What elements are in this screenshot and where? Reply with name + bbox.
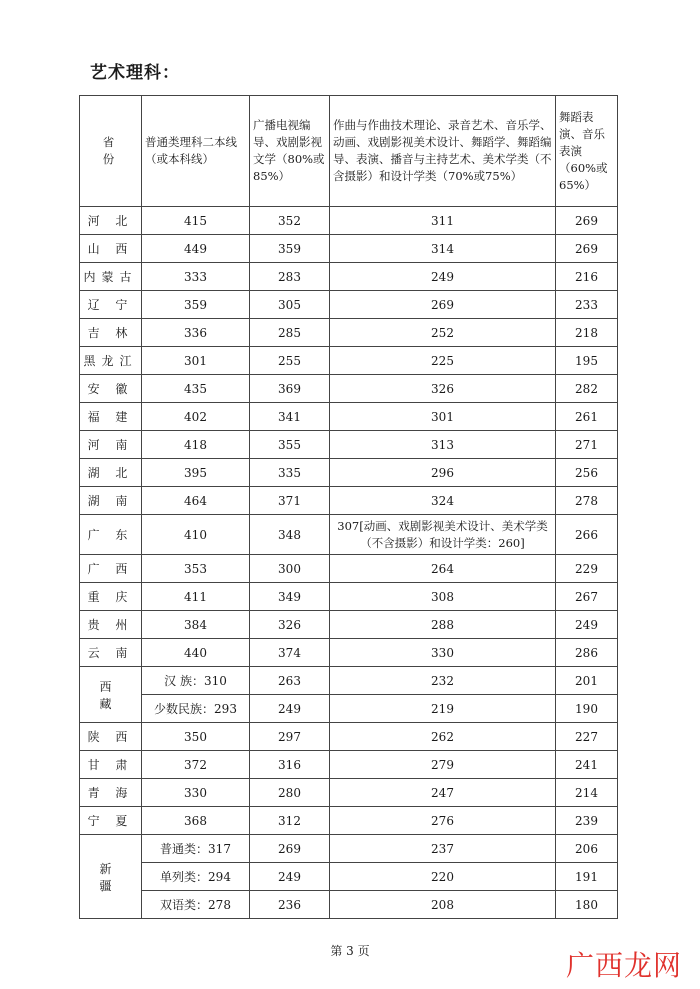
arts-majors-cell: 276 — [330, 807, 556, 835]
province-cell: 广 东 — [80, 515, 142, 555]
table-row — [80, 291, 618, 319]
dance-music-cell: 216 — [556, 263, 618, 291]
province-cell: 云 南 — [80, 639, 142, 667]
arts-majors-cell: 225 — [330, 347, 556, 375]
table-row — [80, 583, 618, 611]
province-cell: 湖 南 — [80, 487, 142, 515]
watermark-logo: 广西龙网 — [565, 949, 682, 982]
dance-music-cell: 256 — [556, 459, 618, 487]
arts-majors-cell: 296 — [330, 459, 556, 487]
header-province: 省 份 — [80, 96, 142, 207]
score-table — [79, 95, 618, 919]
province-cell: 河 南 — [80, 431, 142, 459]
arts-majors-cell: 208 — [330, 891, 556, 919]
page-number: 第 3 页 — [330, 944, 370, 958]
broadcast-cell: 369 — [250, 375, 330, 403]
broadcast-cell: 335 — [250, 459, 330, 487]
dance-music-cell: 190 — [556, 695, 618, 723]
table-row — [80, 431, 618, 459]
dance-music-cell: 180 — [556, 891, 618, 919]
table-row — [80, 891, 618, 919]
regular-line-cell: 395 — [142, 459, 250, 487]
header-regular-line: 普通类理科二本线（或本科线） — [142, 96, 250, 207]
table-row — [80, 555, 618, 583]
table-row — [80, 403, 618, 431]
province-cell: 辽 宁 — [80, 291, 142, 319]
regular-line-cell: 普通类：317 — [142, 835, 250, 863]
province-cell: 安 徽 — [80, 375, 142, 403]
broadcast-cell: 316 — [250, 751, 330, 779]
regular-line-cell: 336 — [142, 319, 250, 347]
table-header-row — [80, 96, 618, 207]
dance-music-cell: 249 — [556, 611, 618, 639]
broadcast-cell: 374 — [250, 639, 330, 667]
dance-music-cell: 229 — [556, 555, 618, 583]
regular-line-cell: 372 — [142, 751, 250, 779]
arts-majors-cell: 252 — [330, 319, 556, 347]
arts-majors-cell: 264 — [330, 555, 556, 583]
regular-line-cell: 333 — [142, 263, 250, 291]
table-row — [80, 347, 618, 375]
table-row — [80, 459, 618, 487]
arts-majors-cell: 232 — [330, 667, 556, 695]
regular-line-cell: 384 — [142, 611, 250, 639]
table-row — [80, 611, 618, 639]
table-row — [80, 207, 618, 235]
table-row — [80, 807, 618, 835]
dance-music-cell: 241 — [556, 751, 618, 779]
regular-line-cell: 402 — [142, 403, 250, 431]
table-row — [80, 723, 618, 751]
broadcast-cell: 236 — [250, 891, 330, 919]
regular-line-cell: 双语类：278 — [142, 891, 250, 919]
regular-line-cell: 411 — [142, 583, 250, 611]
broadcast-cell: 285 — [250, 319, 330, 347]
broadcast-cell: 359 — [250, 235, 330, 263]
arts-majors-cell: 247 — [330, 779, 556, 807]
arts-majors-cell: 269 — [330, 291, 556, 319]
arts-majors-cell: 301 — [330, 403, 556, 431]
arts-majors-cell: 219 — [330, 695, 556, 723]
table-row — [80, 375, 618, 403]
province-cell: 山 西 — [80, 235, 142, 263]
province-cell: 甘 肃 — [80, 751, 142, 779]
broadcast-cell: 249 — [250, 863, 330, 891]
arts-majors-cell: 279 — [330, 751, 556, 779]
province-cell: 福 建 — [80, 403, 142, 431]
broadcast-cell: 355 — [250, 431, 330, 459]
regular-line-cell: 330 — [142, 779, 250, 807]
table-row — [80, 319, 618, 347]
dance-music-cell: 218 — [556, 319, 618, 347]
regular-line-cell: 单列类：294 — [142, 863, 250, 891]
dance-music-cell: 206 — [556, 835, 618, 863]
broadcast-cell: 269 — [250, 835, 330, 863]
regular-line-cell: 少数民族：293 — [142, 695, 250, 723]
arts-majors-cell: 262 — [330, 723, 556, 751]
broadcast-cell: 280 — [250, 779, 330, 807]
dance-music-cell: 278 — [556, 487, 618, 515]
broadcast-cell: 305 — [250, 291, 330, 319]
dance-music-cell: 214 — [556, 779, 618, 807]
regular-line-cell: 301 — [142, 347, 250, 375]
regular-line-cell: 415 — [142, 207, 250, 235]
broadcast-cell: 371 — [250, 487, 330, 515]
table-row — [80, 235, 618, 263]
dance-music-cell: 227 — [556, 723, 618, 751]
province-cell: 贵 州 — [80, 611, 142, 639]
arts-majors-cell: 313 — [330, 431, 556, 459]
province-cell: 内蒙古 — [80, 263, 142, 291]
table-body — [80, 207, 618, 919]
dance-music-cell: 269 — [556, 207, 618, 235]
broadcast-cell: 300 — [250, 555, 330, 583]
regular-line-cell: 359 — [142, 291, 250, 319]
province-cell: 重 庆 — [80, 583, 142, 611]
province-cell: 吉 林 — [80, 319, 142, 347]
arts-majors-cell: 307[动画、戏剧影视美术设计、美术学类（不含摄影）和设计学类：260] — [330, 515, 556, 555]
table-row — [80, 779, 618, 807]
regular-line-cell: 464 — [142, 487, 250, 515]
regular-line-cell: 449 — [142, 235, 250, 263]
regular-line-cell: 440 — [142, 639, 250, 667]
broadcast-cell: 326 — [250, 611, 330, 639]
arts-majors-cell: 324 — [330, 487, 556, 515]
broadcast-cell: 263 — [250, 667, 330, 695]
dance-music-cell: 267 — [556, 583, 618, 611]
broadcast-cell: 255 — [250, 347, 330, 375]
regular-line-cell: 410 — [142, 515, 250, 555]
province-cell: 宁 夏 — [80, 807, 142, 835]
regular-line-cell: 368 — [142, 807, 250, 835]
broadcast-cell: 283 — [250, 263, 330, 291]
table-row — [80, 863, 618, 891]
table-row — [80, 263, 618, 291]
province-cell: 青 海 — [80, 779, 142, 807]
table-row — [80, 751, 618, 779]
broadcast-cell: 297 — [250, 723, 330, 751]
arts-majors-cell: 326 — [330, 375, 556, 403]
section-title: 艺术理科： — [90, 63, 180, 83]
dance-music-cell: 195 — [556, 347, 618, 375]
table-row — [80, 835, 618, 863]
regular-line-cell: 435 — [142, 375, 250, 403]
dance-music-cell: 239 — [556, 807, 618, 835]
arts-majors-cell: 249 — [330, 263, 556, 291]
dance-music-cell: 201 — [556, 667, 618, 695]
dance-music-cell: 261 — [556, 403, 618, 431]
table-row — [80, 639, 618, 667]
province-cell: 湖 北 — [80, 459, 142, 487]
regular-line-cell: 353 — [142, 555, 250, 583]
header-broadcast: 广播电视编导、戏剧影视文学（80%或85%） — [250, 96, 330, 207]
arts-majors-cell: 237 — [330, 835, 556, 863]
province-cell: 黑龙江 — [80, 347, 142, 375]
province-cell: 河 北 — [80, 207, 142, 235]
regular-line-cell: 350 — [142, 723, 250, 751]
province-cell: 陕 西 — [80, 723, 142, 751]
arts-majors-cell: 308 — [330, 583, 556, 611]
province-cell: 新 疆 — [80, 835, 142, 919]
province-cell: 西 藏 — [80, 667, 142, 723]
broadcast-cell: 249 — [250, 695, 330, 723]
table-row — [80, 695, 618, 723]
table-row — [80, 667, 618, 695]
regular-line-cell: 418 — [142, 431, 250, 459]
header-arts-majors: 作曲与作曲技术理论、录音艺术、音乐学、动画、戏剧影视美术设计、舞蹈学、舞蹈编导、表演、播音与主持艺术、美术学类（不含摄影）和设计学类（70%或75%） — [330, 96, 556, 207]
broadcast-cell: 348 — [250, 515, 330, 555]
broadcast-cell: 312 — [250, 807, 330, 835]
broadcast-cell: 349 — [250, 583, 330, 611]
arts-majors-cell: 288 — [330, 611, 556, 639]
dance-music-cell: 286 — [556, 639, 618, 667]
header-dance-music: 舞蹈表演、音乐表演（60%或65%） — [556, 96, 618, 207]
broadcast-cell: 352 — [250, 207, 330, 235]
dance-music-cell: 266 — [556, 515, 618, 555]
table-row — [80, 487, 618, 515]
dance-music-cell: 282 — [556, 375, 618, 403]
arts-majors-cell: 220 — [330, 863, 556, 891]
dance-music-cell: 233 — [556, 291, 618, 319]
regular-line-cell: 汉 族：310 — [142, 667, 250, 695]
dance-music-cell: 271 — [556, 431, 618, 459]
table-row — [80, 515, 618, 555]
arts-majors-cell: 311 — [330, 207, 556, 235]
dance-music-cell: 269 — [556, 235, 618, 263]
dance-music-cell: 191 — [556, 863, 618, 891]
arts-majors-cell: 330 — [330, 639, 556, 667]
arts-majors-cell: 314 — [330, 235, 556, 263]
province-cell: 广 西 — [80, 555, 142, 583]
broadcast-cell: 341 — [250, 403, 330, 431]
